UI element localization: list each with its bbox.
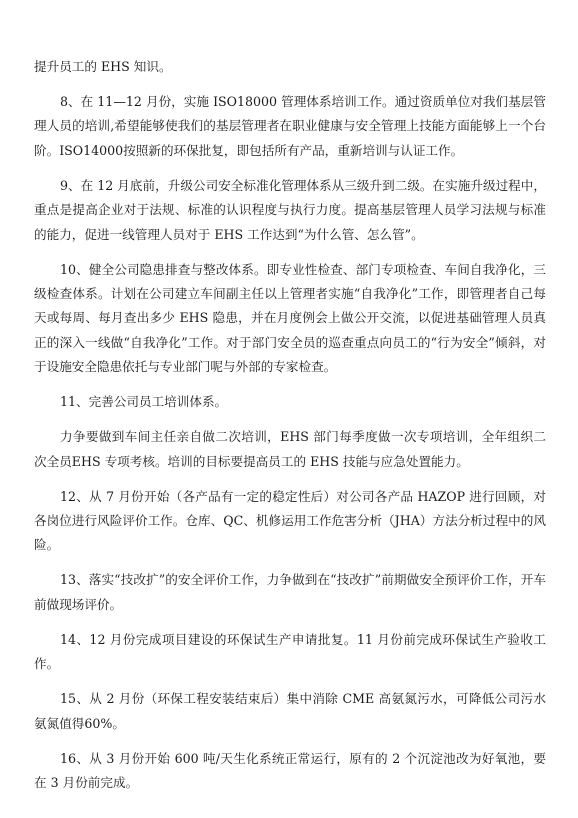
paragraph-item-8: 8、在 11—12 月份，实施 ISO18000 管理体系培训工作。通过资质单位对我们基层管理人员的培训,希望能够使我们的基层管理者在职业健康与安全管理上技能方面能够上一个台阶。ISO14000按照新的环保批复，即包括所有产品，重新培训与认证工作。 xyxy=(34,94,546,158)
paragraph-item-13: 13、落实“技改扩”的安全评价工作，力争做到在“技改扩”前期做安全预评价工作，开车前做现场评价。 xyxy=(34,572,546,612)
paragraph-item-11: 11、完善公司员工培训体系。 xyxy=(60,394,228,410)
paragraph-continuation: 提升员工的 EHS 知识。 xyxy=(34,59,172,74)
paragraph-item-9: 9、在 12 月底前，升级公司安全标准化管理体系从三级升到二级。在实施升级过程中，重点是提高企业对于法规、标准的认识程度与执行力度。提高基层管理人员学习法规与标准的能力，促进一线管理人员对于 EHS 工作达到“为什么管、怎么管”。 xyxy=(34,177,546,242)
paragraph-item-14: 14、12 月份完成项目建设的环保试生产申请批复。11 月份前完成环保试生产验收工作。 xyxy=(34,631,546,672)
paragraph-item-12: 12、从 7 月份开始（各产品有一定的稳定性后）对公司各产品 HAZOP 进行回顾，对各岗位进行风险评价工作。仓库、QC、机修运用工作危害分析（JHA）方法分析过程中的风险。 xyxy=(34,488,546,553)
document-page xyxy=(34,0,546,796)
paragraph-item-16: 16、从 3 月份开始 600 吨/天生化系统正常运行，原有的 2 个沉淀池改为好氧池，要在 3 月份前完成。 xyxy=(34,750,546,791)
paragraph-training-detail: 力争要做到车间主任亲自做二次培训，EHS 部门每季度做一次专项培训，全年组织二次全员EHS 专项考核。培训的目标要提高员工的 EHS 技能与应急处置能力。 xyxy=(34,429,546,469)
paragraph-item-15: 15、从 2 月份（环保工程安装结束后）集中消除 CME 高氨氮污水，可降低公司污水氨氮值得60%。 xyxy=(34,691,546,731)
paragraph-item-10: 10、健全公司隐患排查与整改体系。即专业性检查、部门专项检查、车间自我净化，三级检查体系。计划在公司建立车间副主任以上管理者实施“自我净化”工作，即管理者自己每天或每周、每月查出多少 EHS 隐患，并在月度例会上做公开交流，以促进基础管理人员真正的深入一线做“自我净化”工作。对于部门安全员的巡查重点向员工的“行为安全”倾斜，对于设施安全隐患依托与专业部门呢与外部的专家检查。 xyxy=(34,261,546,375)
